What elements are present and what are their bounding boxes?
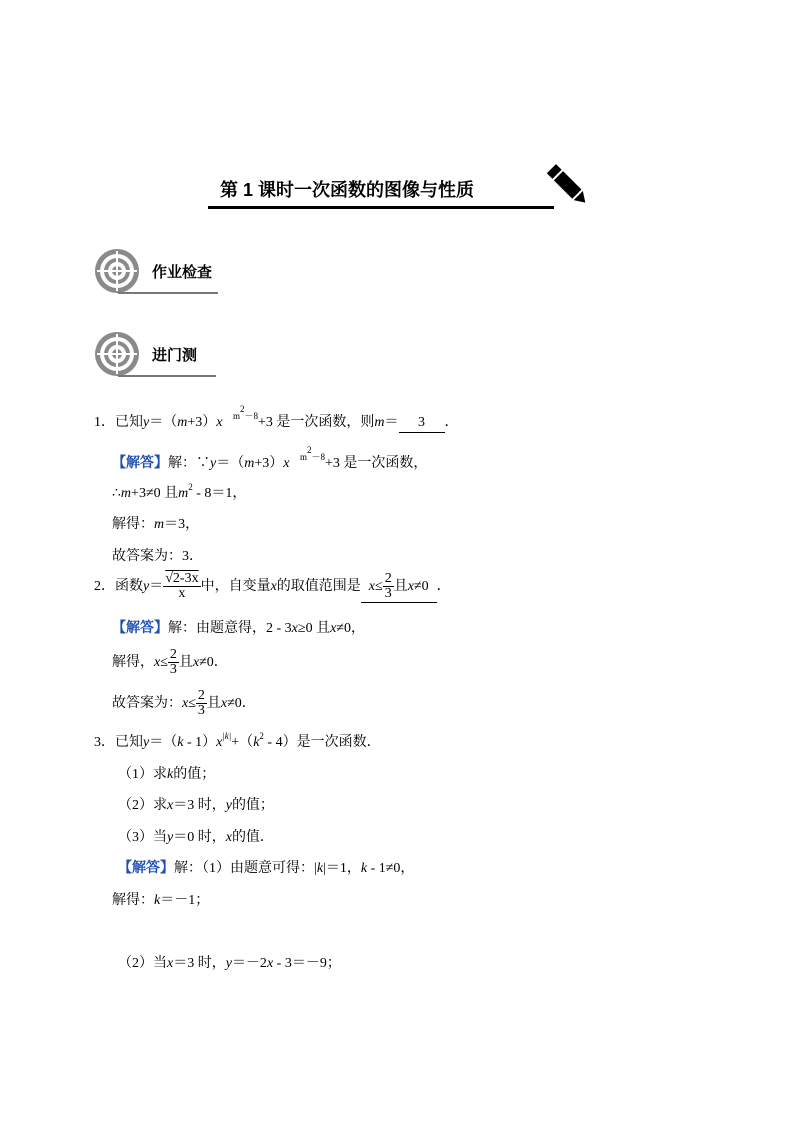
q3-part-3: （3）当y＝0 时，x的值． (118, 830, 274, 845)
q2-solution-line-3: 故答案为：x≤ $\frac{2}{3}$ 且x≠0． (112, 688, 256, 719)
section-homework-label: 作业检查 (152, 264, 213, 281)
section-divider (118, 375, 216, 377)
q3-solution-line-2: 解得：k＝－1； (112, 893, 210, 908)
q3-part-1: （1）求k的值； (118, 767, 216, 782)
q1-solution-line-3: 解得：m＝3， (112, 517, 200, 532)
target-icon (94, 331, 140, 377)
answer-blank: 3 (399, 414, 445, 433)
page-title: 第 1 课时一次函数的图像与性质 (220, 180, 475, 200)
title-underline (208, 206, 554, 209)
q1-solution-line-4: 故答案为：3． (112, 549, 203, 564)
question-1: 1．已知y＝（m+3）x $^{m^2-8}$+3 是一次函数，则m＝ 3 ． (94, 409, 459, 433)
question-3: 3．已知$y=(k - 1)x^{|k|}+(k^2 - 4)$是一次函数． (94, 731, 381, 750)
section-divider (118, 292, 218, 294)
answer-blank: x≤ $\frac{2}{3}$ 且x≠0 (361, 572, 437, 603)
q1-solution-line-1: 【解答】解：∵y＝（m+3）x $^{m^2-8}$+3 是一次函数， (112, 445, 428, 471)
q1-solution-line-2: ∴m+3≠0 且$m^2 - 8=1$， (112, 482, 247, 501)
target-icon (94, 248, 140, 294)
q3-solution-line-1: 【解答】解：（1）由题意可得：|k|＝1，k - 1≠0， (118, 861, 415, 876)
q2-solution-line-2: 解得，x≤ $\frac{2}{3}$ 且x≠0． (112, 647, 228, 678)
question-2: 2．函数y＝ $\frac{√2-3x}{x}$ 中，自变量x的取值范围是 x≤ $\frac{2}{3}$ 且x≠0 ． (94, 571, 451, 602)
section-entry-label: 进门测 (152, 347, 198, 364)
pencil-icon (544, 160, 592, 212)
q2-solution-line-1: 【解答】解：由题意得，2 - 3x≥0 且x≠0， (112, 621, 365, 636)
q3-solution-line-3: （2）当x＝3 时，y＝－2x - 3＝－9； (118, 956, 341, 971)
q3-part-2: （2）求x＝3 时，y的值； (118, 798, 274, 813)
